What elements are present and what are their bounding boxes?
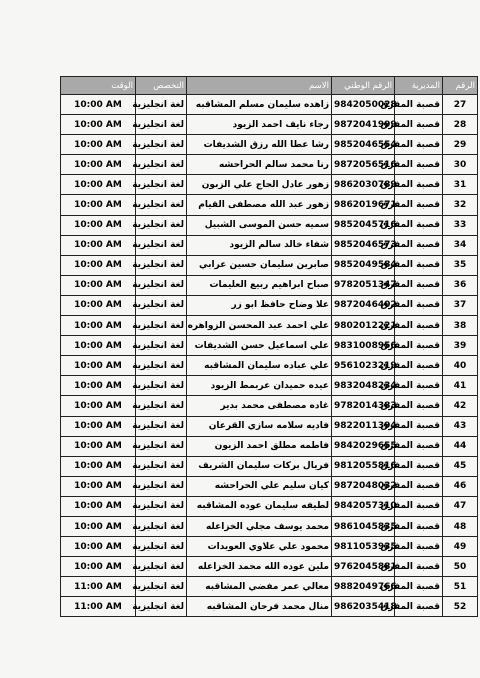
cell-national-id: 9842050028 <box>332 95 395 115</box>
cell-directorate: قصبة المفرق <box>395 95 443 115</box>
cell-number: 31 <box>443 175 478 195</box>
cell-national-id: 9872041999 <box>332 115 395 135</box>
cell-national-id: 9862030789 <box>332 175 395 195</box>
cell-national-id: 9782051347 <box>332 275 395 295</box>
cell-specialty: لغة انجليزية <box>136 516 187 536</box>
cell-national-id: 9852046554 <box>332 135 395 155</box>
table-row <box>61 175 478 195</box>
cell-directorate: قصبة المفرق <box>395 336 443 356</box>
cell-time: 10:00 AM <box>61 295 136 315</box>
cell-directorate: قصبة المفرق <box>395 557 443 577</box>
cell-specialty: لغة انجليزية <box>136 316 187 336</box>
cell-name: فاطمه مطلق احمد الزيون <box>187 436 332 456</box>
cell-specialty: لغة انجليزية <box>136 295 187 315</box>
cell-name: زاهده سليمان مسلم المشاقبه <box>187 95 332 115</box>
cell-time: 10:00 AM <box>61 155 136 175</box>
table-row <box>61 155 478 175</box>
cell-specialty: لغة انجليزية <box>136 597 187 617</box>
cell-directorate: قصبة المفرق <box>395 396 443 416</box>
cell-specialty: لغة انجليزية <box>136 275 187 295</box>
cell-national-id: 9831008956 <box>332 336 395 356</box>
cell-name: لطيفه سليمان عوده المشاقبه <box>187 496 332 516</box>
cell-name: علي احمد عبد المحسن الزواهره <box>187 316 332 336</box>
cell-national-id: 9861045835 <box>332 516 395 536</box>
cell-specialty: لغة انجليزية <box>136 476 187 496</box>
cell-name: منال محمد فرحان المشاقبه <box>187 597 332 617</box>
table-row <box>61 115 478 135</box>
cell-directorate: قصبة المفرق <box>395 215 443 235</box>
cell-specialty: لغة انجليزية <box>136 376 187 396</box>
cell-specialty: لغة انجليزية <box>136 356 187 376</box>
table-row <box>61 95 478 115</box>
cell-directorate: قصبة المفرق <box>395 577 443 597</box>
cell-name: عيده حميدان عربمط الزيود <box>187 376 332 396</box>
cell-time: 10:00 AM <box>61 496 136 516</box>
table-row <box>61 135 478 155</box>
table-row <box>61 396 478 416</box>
table-row <box>61 356 478 376</box>
cell-national-id: 9812055816 <box>332 456 395 476</box>
header-national-id: الرقم الوطني <box>332 77 395 95</box>
cell-directorate: قصبة المفرق <box>395 496 443 516</box>
cell-number: 43 <box>443 416 478 436</box>
cell-specialty: لغة انجليزية <box>136 235 187 255</box>
cell-directorate: قصبة المفرق <box>395 255 443 275</box>
cell-time: 10:00 AM <box>61 396 136 416</box>
cell-specialty: لغة انجليزية <box>136 416 187 436</box>
cell-national-id: 9882049766 <box>332 577 395 597</box>
cell-specialty: لغة انجليزية <box>136 456 187 476</box>
cell-number: 48 <box>443 516 478 536</box>
table-header <box>61 77 478 95</box>
cell-name: علا وضاح حافظ ابو زر <box>187 295 332 315</box>
table-row <box>61 336 478 356</box>
cell-number: 44 <box>443 436 478 456</box>
table-row <box>61 416 478 436</box>
table-row <box>61 516 478 536</box>
cell-name: رنا محمد سالم الحراحشه <box>187 155 332 175</box>
cell-national-id: 9762045881 <box>332 557 395 577</box>
cell-time: 10:00 AM <box>61 356 136 376</box>
cell-national-id: 9822011394 <box>332 416 395 436</box>
cell-specialty: لغة انجليزية <box>136 496 187 516</box>
cell-time: 10:00 AM <box>61 275 136 295</box>
table-row <box>61 376 478 396</box>
cell-directorate: قصبة المفرق <box>395 115 443 135</box>
cell-specialty: لغة انجليزية <box>136 436 187 456</box>
cell-number: 32 <box>443 195 478 215</box>
cell-specialty: لغة انجليزية <box>136 557 187 577</box>
cell-time: 10:00 AM <box>61 215 136 235</box>
cell-time: 10:00 AM <box>61 416 136 436</box>
cell-directorate: قصبة المفرق <box>395 476 443 496</box>
cell-time: 10:00 AM <box>61 456 136 476</box>
table-row <box>61 557 478 577</box>
table-row <box>61 275 478 295</box>
cell-national-id: 9872056516 <box>332 155 395 175</box>
header-directorate: المديرية <box>395 77 443 95</box>
cell-name: رجاء نايف احمد الزيود <box>187 115 332 135</box>
cell-specialty: لغة انجليزية <box>136 577 187 597</box>
cell-time: 11:00 AM <box>61 597 136 617</box>
cell-name: كيان سليم علي الحراحشه <box>187 476 332 496</box>
cell-specialty: لغة انجليزية <box>136 115 187 135</box>
table-row <box>61 255 478 275</box>
cell-time: 10:00 AM <box>61 95 136 115</box>
cell-name: زهور عادل الحاج علي الزبون <box>187 175 332 195</box>
cell-number: 51 <box>443 577 478 597</box>
cell-time: 10:00 AM <box>61 476 136 496</box>
cell-number: 29 <box>443 135 478 155</box>
cell-national-id: 9852045716 <box>332 215 395 235</box>
cell-specialty: لغة انجليزية <box>136 336 187 356</box>
header-specialty: التخصص <box>136 77 187 95</box>
cell-time: 10:00 AM <box>61 195 136 215</box>
cell-number: 46 <box>443 476 478 496</box>
cell-directorate: قصبة المفرق <box>395 235 443 255</box>
table-row <box>61 215 478 235</box>
cell-time: 10:00 AM <box>61 316 136 336</box>
cell-national-id: 9862035418 <box>332 597 395 617</box>
cell-national-id: 9842029655 <box>332 436 395 456</box>
table-row <box>61 597 478 617</box>
cell-specialty: لغة انجليزية <box>136 195 187 215</box>
table-row <box>61 316 478 336</box>
table-row <box>61 577 478 597</box>
cell-number: 47 <box>443 496 478 516</box>
header-time: الوقت <box>61 77 136 95</box>
cell-specialty: لغة انجليزية <box>136 155 187 175</box>
cell-national-id: 9842057310 <box>332 496 395 516</box>
cell-specialty: لغة انجليزية <box>136 255 187 275</box>
cell-directorate: قصبة المفرق <box>395 597 443 617</box>
cell-name: صباح ابراهيم ربيع العليمات <box>187 275 332 295</box>
cell-national-id: 9852046573 <box>332 235 395 255</box>
cell-national-id: 9782014383 <box>332 396 395 416</box>
cell-time: 10:00 AM <box>61 255 136 275</box>
table-row <box>61 195 478 215</box>
cell-name: محمد يوسف مجلي الخزاعله <box>187 516 332 536</box>
cell-name: صابرين سليمان حسين عرابي <box>187 255 332 275</box>
cell-national-id: 9802012221 <box>332 316 395 336</box>
cell-directorate: قصبة المفرق <box>395 175 443 195</box>
cell-name: ملين عوده الله محمد الخزاعله <box>187 557 332 577</box>
cell-number: 52 <box>443 597 478 617</box>
cell-name: فريال بركات سليمان الشريف <box>187 456 332 476</box>
cell-directorate: قصبة المفرق <box>395 356 443 376</box>
cell-number: 49 <box>443 537 478 557</box>
table-row <box>61 456 478 476</box>
cell-number: 35 <box>443 255 478 275</box>
cell-name: رشا عطا الله رزق الشديفات <box>187 135 332 155</box>
cell-national-id: 9832048234 <box>332 376 395 396</box>
cell-number: 42 <box>443 396 478 416</box>
cell-directorate: قصبة المفرق <box>395 195 443 215</box>
roster-table <box>60 76 478 617</box>
cell-directorate: قصبة المفرق <box>395 516 443 536</box>
cell-time: 11:00 AM <box>61 577 136 597</box>
cell-number: 30 <box>443 155 478 175</box>
cell-number: 40 <box>443 356 478 376</box>
table-body <box>61 95 478 617</box>
table-row <box>61 537 478 557</box>
cell-directorate: قصبة المفرق <box>395 275 443 295</box>
header-name: الاسم <box>187 77 332 95</box>
cell-directorate: قصبة المفرق <box>395 155 443 175</box>
cell-directorate: قصبة المفرق <box>395 436 443 456</box>
cell-time: 10:00 AM <box>61 336 136 356</box>
cell-directorate: قصبة المفرق <box>395 376 443 396</box>
cell-number: 37 <box>443 295 478 315</box>
cell-national-id: 9561023219 <box>332 356 395 376</box>
cell-directorate: قصبة المفرق <box>395 537 443 557</box>
table-row <box>61 295 478 315</box>
cell-name: فاديه سلامه سازي القرعان <box>187 416 332 436</box>
cell-name: غاده مصطفى محمد بدير <box>187 396 332 416</box>
cell-number: 38 <box>443 316 478 336</box>
cell-name: معالي عمر مفضي المشاقبه <box>187 577 332 597</box>
cell-directorate: قصبة المفرق <box>395 416 443 436</box>
table-row <box>61 476 478 496</box>
cell-number: 50 <box>443 557 478 577</box>
cell-number: 28 <box>443 115 478 135</box>
cell-name: علي عباده سليمان المشاقبه <box>187 356 332 376</box>
cell-time: 10:00 AM <box>61 436 136 456</box>
cell-number: 41 <box>443 376 478 396</box>
cell-specialty: لغة انجليزية <box>136 135 187 155</box>
cell-number: 33 <box>443 215 478 235</box>
cell-national-id: 9852049584 <box>332 255 395 275</box>
cell-number: 36 <box>443 275 478 295</box>
cell-name: شفاء خالد سالم الزيود <box>187 235 332 255</box>
cell-time: 10:00 AM <box>61 115 136 135</box>
header-row <box>61 77 478 95</box>
cell-time: 10:00 AM <box>61 135 136 155</box>
cell-national-id: 9811053935 <box>332 537 395 557</box>
cell-specialty: لغة انجليزية <box>136 215 187 235</box>
cell-directorate: قصبة المفرق <box>395 135 443 155</box>
cell-national-id: 9872046402 <box>332 295 395 315</box>
cell-directorate: قصبة المفرق <box>395 295 443 315</box>
cell-time: 10:00 AM <box>61 537 136 557</box>
cell-number: 34 <box>443 235 478 255</box>
cell-specialty: لغة انجليزية <box>136 396 187 416</box>
cell-name: علي اسماعيل حسن الشديفات <box>187 336 332 356</box>
cell-directorate: قصبة المفرق <box>395 456 443 476</box>
cell-name: محمود علي علاوي العويدات <box>187 537 332 557</box>
cell-name: زهور عبد الله مصطفى القيام <box>187 195 332 215</box>
cell-number: 45 <box>443 456 478 476</box>
header-number: الرقم <box>443 77 478 95</box>
cell-specialty: لغة انجليزية <box>136 175 187 195</box>
cell-number: 39 <box>443 336 478 356</box>
cell-name: سميه حسن الموسى الشبيل <box>187 215 332 235</box>
cell-specialty: لغة انجليزية <box>136 95 187 115</box>
cell-specialty: لغة انجليزية <box>136 537 187 557</box>
cell-number: 27 <box>443 95 478 115</box>
cell-time: 10:00 AM <box>61 235 136 255</box>
cell-time: 10:00 AM <box>61 516 136 536</box>
cell-directorate: قصبة المفرق <box>395 316 443 336</box>
cell-time: 10:00 AM <box>61 376 136 396</box>
table-row <box>61 496 478 516</box>
cell-time: 10:00 AM <box>61 557 136 577</box>
cell-time: 10:00 AM <box>61 175 136 195</box>
cell-national-id: 9862019671 <box>332 195 395 215</box>
cell-national-id: 9872048032 <box>332 476 395 496</box>
table-row <box>61 235 478 255</box>
table-row <box>61 436 478 456</box>
